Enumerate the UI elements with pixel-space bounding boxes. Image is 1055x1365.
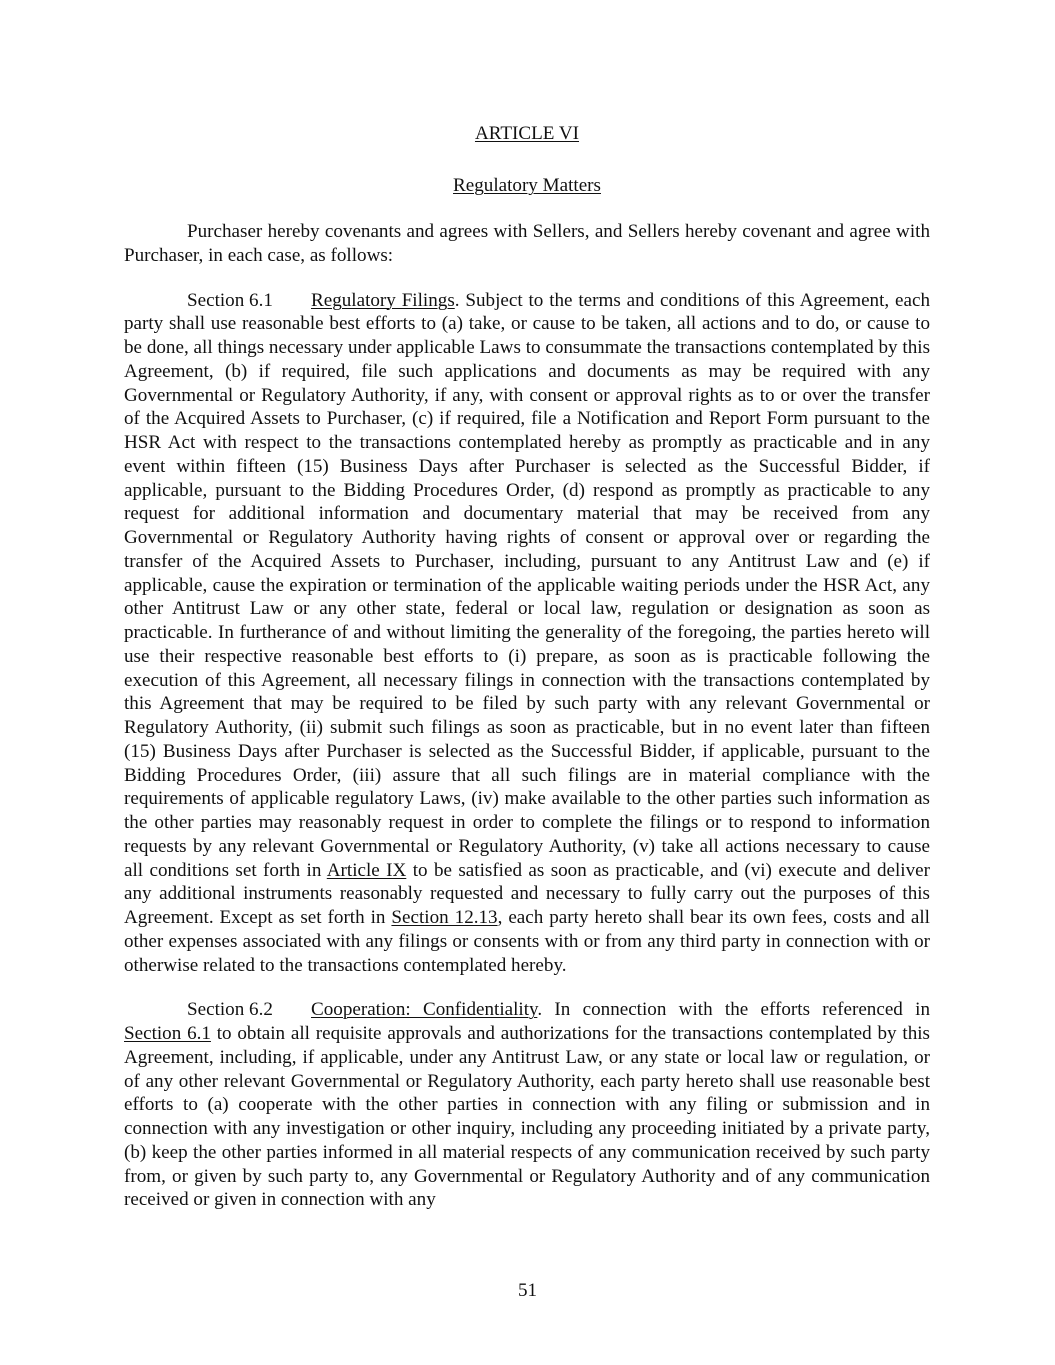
section-6-1-heading: Regulatory Filings [311,289,455,311]
document-page [124,122,930,1212]
article-subtitle [124,174,930,204]
page-number: 51 [517,1280,538,1301]
section-6-2-text-a: . In connection with the efforts referenced in [537,999,930,1021]
section-6-1-paragraph [124,289,930,978]
section-6-1-number: Section 6.1 [187,289,273,311]
article-title [124,122,930,152]
article-ix-reference[interactable]: Article IX [326,859,407,881]
section-6-1-text-c: , each party hereto shall bear its own fees, costs and all other expenses associated with any filings or consents with or from any third party in connection with or otherwise related to the transactions contemplated hereby. [124,907,930,976]
section-12-13-reference[interactable]: Section 12.13 [391,907,498,928]
section-6-2-paragraph [124,998,930,1212]
article-title-text: ARTICLE VI [474,123,580,144]
section-6-1-text-b: to be satisfied as soon as practicable, and (vi) execute and deliver any additional instruments reasonably requested and necessary to fully carry out the purposes of this Agreement. Except as set forth in [124,859,930,928]
section-6-2-number: Section 6.2 [187,999,273,1021]
section-6-1-reference[interactable]: Section 6.1 [124,1023,211,1044]
article-subtitle-text: Regulatory Matters [453,175,601,196]
section-6-2-text-b: to obtain all requisite approvals and authorizations for the transactions contemplated by this Agreement, including, if applicable, under any Antitrust Law, or any state or local law or regulation, or of any other relevant Governmental or Regulatory Authority, each party hereto shall use reasonable best efforts to (a) cooperate with the other parties in connection with any filing or submission and in connection with any investigation or other inquiry, including any proceeding initiated by a private party, (b) keep the other parties informed in all material respects of any communication received by such party from, or given by such party to, any Governmental or Regulatory Authority and of any communication received or given in connection with any [124,1023,930,1211]
section-6-2-heading: Cooperation: Confidentiality [311,999,538,1021]
section-6-1-text-a: . Subject to the terms and conditions of this Agreement, each party shall use reasonable best efforts to (a) take, or cause to be taken, all actions and to do, or cause to be done, all things necessary under applicable Laws to consummate the transactions contemplated by this Agreement, (b) if required, file such applications and documents as may be required with any Governmental or Regulatory Authority, if any, with consent or approval rights as to or over the transfer of the Acquired Assets to Purchaser, (c) if required, file a Notification and Report Form pursuant to the HSR Act with respect to the transactions contemplated hereby as promptly as practicable and in any event within fifteen (15) Business Days after Purchaser is selected as the Successful Bidder, if applicable, pursuant to the Bidding Procedures Order, (d) respond as promptly as practicable to any request for additional information and documentary material that may be received from any Governmental or Regulatory Authority having rights of consent or approval over or regarding the transfer of the Acquired Assets to Purchaser, including, pursuant to any Antitrust Law and (e) if applicable, cause the expiration or termination of the applicable waiting periods under the HSR Act, any other Antitrust Law or any other state, federal or local law, regulation or designation as soon as practicable. In furtherance of and without limiting the generality of the foregoing, the parties hereto will use their respective reasonable best efforts to (i) prepare, as soon as is practicable following the execution of this Agreement, all necessary filings in connection with the transactions contemplated by this Agreement that may be required to be filed by such party with any relevant Governmental or Regulatory Authority, (ii) submit such filings as soon as practicable, but in no event later than fifteen (15) Business Days after Purchaser is selected as the Successful Bidder, if applicable, pursuant to the Bidding Procedures Order, (iii) assure that all such filings are in material compliance with the requirements of applicable regulatory Laws, (iv) make available to the other parties such information as the other parties may reasonably request in order to complete the filings or to respond to information requests by any relevant Governmental or Regulatory Authority, (v) take all actions necessary to cause all conditions set forth in [124,289,930,881]
intro-paragraph: Purchaser hereby covenants and agrees with Sellers, and Sellers hereby covenant and agree with Purchaser, in each case, as follows: [124,221,930,266]
